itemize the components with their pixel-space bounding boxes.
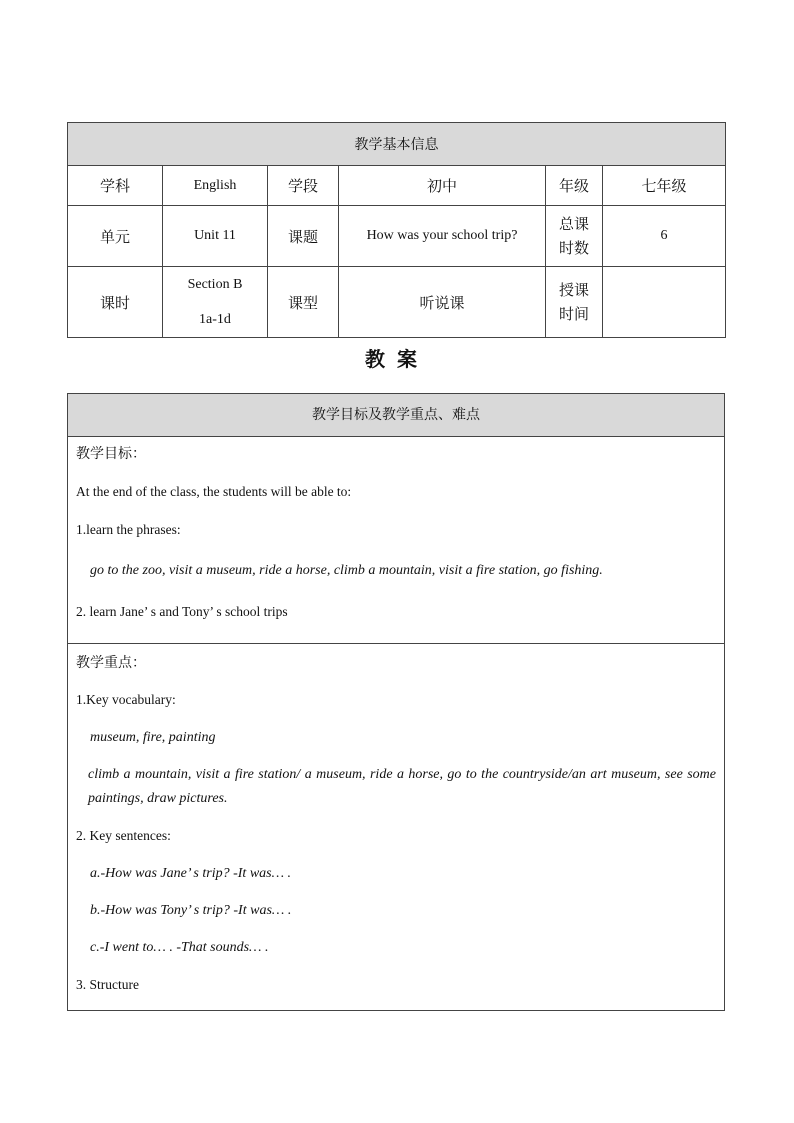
total-periods-value: 6: [603, 206, 726, 267]
objectives-section: [68, 437, 724, 644]
objectives-item-2: 2. learn Jane’ s and Tony’ s school trips: [76, 604, 288, 619]
key-sentences-title: 2. Key sentences:: [76, 828, 171, 843]
key-sentence-b: b.-How was Tony’ s trip? -It was… .: [90, 903, 292, 918]
key-points-label: 教学重点：: [76, 655, 146, 671]
grade-value: 七年级: [603, 166, 726, 206]
stage-value: 初中: [339, 166, 546, 206]
subject-label: 学科: [68, 166, 163, 206]
period-value: [163, 267, 268, 338]
structure-title: 3. Structure: [76, 977, 139, 992]
key-points-section: [68, 644, 724, 1010]
key-vocabulary-words: museum, fire, painting: [90, 730, 216, 745]
teaching-time-label: [546, 267, 603, 338]
basic-info-header: 教学基本信息: [68, 123, 726, 166]
key-vocabulary-phrases: climb a mountain, visit a fire station/ a museum, ride a horse, go to the countryside/an art museum, see some paintings, draw pictures.: [88, 767, 716, 806]
teaching-time-value: [603, 267, 726, 338]
goals-box: [67, 393, 725, 1011]
subject-value: English: [163, 166, 268, 206]
period-value-line2: 1a-1d: [199, 312, 231, 327]
basic-info-table: [67, 122, 726, 338]
total-periods-label: [546, 206, 603, 267]
objectives-label: 教学目标：: [76, 446, 146, 462]
topic-label: 课题: [268, 206, 339, 267]
lesson-plan-title: 教案: [365, 347, 429, 371]
teaching-time-label-line1: 授课: [558, 281, 589, 299]
period-label: 课时: [68, 267, 163, 338]
objectives-intro: At the end of the class, the students will be able to:: [76, 484, 352, 499]
goals-header: 教学目标及教学重点、难点: [68, 394, 724, 437]
period-value-line1: Section B: [187, 277, 243, 292]
key-vocabulary-title: 1.Key vocabulary:: [76, 692, 176, 707]
total-periods-label-line2: 时数: [558, 239, 589, 257]
unit-label: 单元: [68, 206, 163, 267]
grade-label: 年级: [546, 166, 603, 206]
unit-value: Unit 11: [163, 206, 268, 267]
lesson-type-value: 听说课: [339, 267, 546, 338]
key-sentence-c: c.-I went to… . -That sounds… .: [90, 940, 269, 955]
lesson-type-label: 课型: [268, 267, 339, 338]
key-sentence-a: a.-How was Jane’ s trip? -It was… .: [90, 866, 292, 881]
objectives-item-1: 1.learn the phrases:: [76, 522, 181, 537]
teaching-time-label-line2: 时间: [558, 305, 589, 323]
stage-label: 学段: [268, 166, 339, 206]
objectives-phrases: go to the zoo, visit a museum, ride a horse, climb a mountain, visit a fire station, go fishing.: [90, 563, 603, 578]
total-periods-label-line1: 总课: [558, 215, 589, 233]
topic-value: How was your school trip?: [339, 206, 546, 267]
